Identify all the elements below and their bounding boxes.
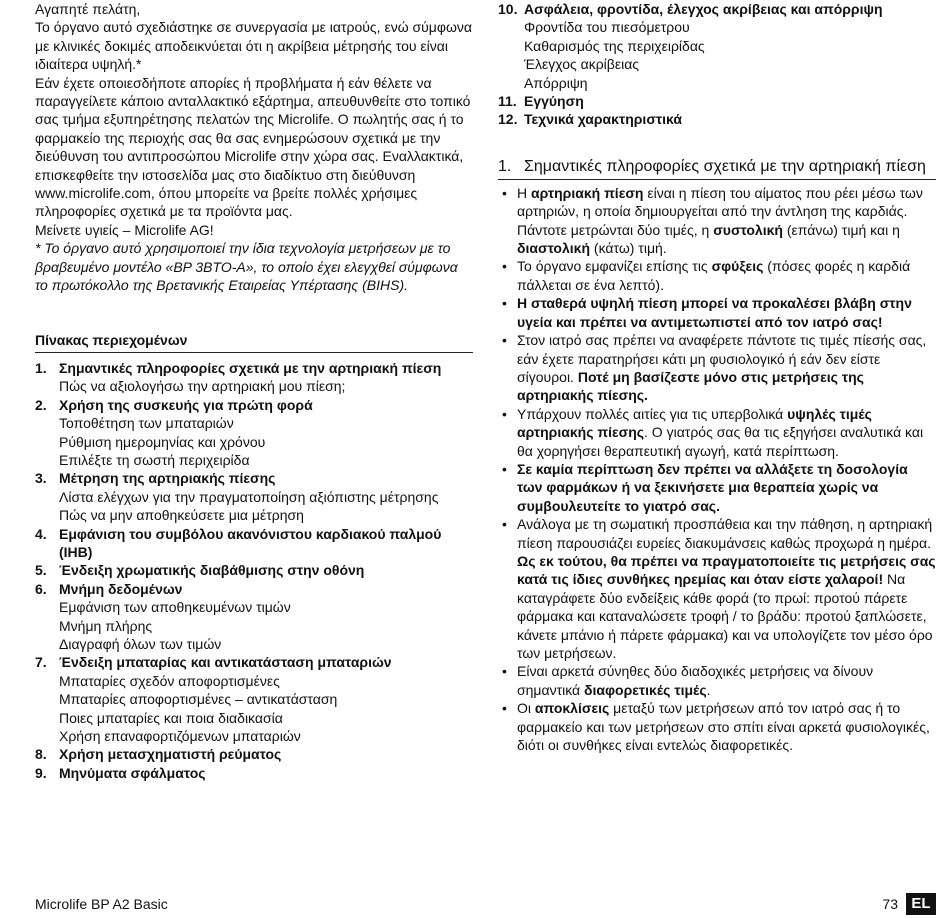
bullet-text: Υπάρχουν πολλές αιτίες για τις υπερβολικά	[517, 405, 788, 422]
toc-item-title: Μνήμη δεδομένων	[59, 580, 183, 597]
bullet-dot-icon: •	[502, 332, 507, 349]
toc-item	[498, 92, 936, 110]
toc-item-title: Ένδειξη μπαταρίας και αντικατάσταση μπαταριών	[59, 654, 392, 671]
toc-subitem: Μπαταρίες αποφορτισμένες – αντικατάσταση	[59, 691, 338, 708]
bullet-dot-icon: •	[502, 700, 507, 717]
toc-item-number: 5.	[35, 562, 47, 579]
bullet-bold-text: διαστολική	[517, 240, 591, 257]
bullet-bold-text: Ποτέ μη βασίζεστε μόνο στις μετρήσεις της αρτηριακής πίεσης.	[517, 368, 864, 404]
toc-item	[35, 396, 473, 470]
toc-item-number: 7.	[35, 654, 47, 671]
toc-item	[35, 359, 473, 396]
toc-item-number: 4.	[35, 525, 47, 542]
bullet-text: Η	[517, 184, 531, 201]
intro-paragraph-3: Μείνετε υγιείς – Microlife AG!	[35, 221, 214, 238]
bullet-bold-text: διαφορετικές τιμές	[584, 681, 707, 698]
left-column	[35, 0, 473, 782]
greeting: Αγαπητέ πελάτη,	[35, 1, 141, 17]
bullet-dot-icon: •	[502, 663, 507, 680]
intro-block	[35, 0, 473, 295]
toc-item-title: Τεχνικά χαρακτηριστικά	[524, 111, 682, 128]
right-column	[498, 0, 936, 754]
footnote: * Το όργανο αυτό χρησιμοποιεί την ίδια τεχνολογία μετρήσεων με το βραβευμένο μοντέλο «BP 3BTO-A», το οποίο έχει ελεγχθεί σύμφωνα το πρωτόκολλο της Βρετανικής Εταιρείας Υπέρτασης (BIHS).	[35, 240, 458, 294]
intro-paragraph-1: Το όργανο αυτό σχεδιάστηκε σε συνεργασία με ιατρούς, ενώ σύμφωνα με κλινικές δοκιμές αποδεικνύεται ότι η ακρίβεια μέτρησής του είναι ιδιαίτερα υψηλή.*	[35, 19, 472, 73]
bullet-bold-text: αρτηριακή πίεση	[531, 184, 644, 201]
bullet-item	[498, 257, 936, 294]
toc-item-number: 2.	[35, 396, 47, 413]
toc-item-title: Μέτρηση της αρτηριακής πίεσης	[59, 470, 276, 487]
bullet-text: Οι	[517, 700, 535, 717]
bullet-item	[498, 460, 936, 515]
bullet-item	[498, 331, 936, 405]
toc-item-title: Σημαντικές πληροφορίες σχετικά με την αρτηριακή πίεση	[59, 359, 442, 376]
toc-subitem: Επιλέξτε τη σωστή περιχειρίδα	[59, 451, 250, 468]
toc-item-title: Ένδειξη χρωματικής διαβάθμισης στην οθόνη	[59, 562, 365, 579]
bullet-bold-text: υψηλές τιμές αρτηριακής πίεσης	[517, 405, 872, 441]
page-number: 73	[882, 896, 898, 912]
toc-subitem: Καθαρισμός της περιχειρίδας	[524, 37, 705, 54]
bullet-bold-text: Η σταθερά υψηλή πίεση μπορεί να προκαλέσει βλάβη στην υγεία και πρέπει να αντιμετωπιστεί από τον ιατρό σας!	[517, 295, 912, 330]
toc-subitem: Λίστα ελέγχων για την πραγματοποίηση αξιόπιστης μέτρησης	[59, 488, 439, 505]
section-number: 1.	[498, 157, 512, 175]
bullet-item	[498, 662, 936, 699]
toc-subitem: Φροντίδα του πιεσόμετρου	[524, 19, 690, 36]
toc-item	[35, 653, 473, 745]
bullet-text: Στον ιατρό σας πρέπει να αναφέρετε πάντοτε τις τιμές πίεσής σας, εάν έχετε παρατηρήσει κάτι μη φυσιολογικό ή εάν δεν είστε σίγουροι.	[517, 332, 927, 385]
toc-item	[35, 525, 473, 562]
toc-item	[35, 580, 473, 654]
bullet-item	[498, 699, 936, 754]
toc-item-number: 10.	[498, 1, 518, 17]
bullet-text: Το όργανο εμφανίζει επίσης τις	[517, 258, 712, 275]
toc-subitem: Εμφάνιση των αποθηκευμένων τιμών	[59, 599, 291, 616]
toc-item-title: Εμφάνιση του συμβόλου ακανόνιστου καρδιακού παλμού (IHB)	[59, 525, 442, 560]
bullet-text: (κάτω) τιμή.	[590, 240, 667, 257]
toc-item-number: 9.	[35, 764, 47, 781]
bullet-text: Να καταγράφετε δύο ενδείξεις κάθε φορά (το πρωί: προτού πάρετε φάρμακα και καταναλώσετε τροφή / το βράδυ: προτού ξαπλώσετε, κάνετε μπάνιο ή πάρετε φάρμακα) και να υπολογίζετε τον μέσο όρο των μετρήσεων.	[517, 571, 933, 661]
section-title: Σημαντικές πληροφορίες σχετικά με την αρτηριακή πίεση	[524, 157, 926, 175]
toc-list-right	[498, 0, 936, 129]
bullet-bold-text: αποκλίσεις	[534, 700, 610, 717]
bullet-dot-icon: •	[502, 516, 507, 533]
toc-title: Πίνακας περιεχομένων	[35, 331, 473, 353]
bullet-text: (επάνω) τιμή και η	[782, 221, 900, 238]
bullet-text: Ανάλογα με τη σωματική προσπάθεια και την πάθηση, η αρτηριακή πίεση παρουσιάζει ευρείες διακυμάνσεις καθώς προχωρά η ημέρα.	[517, 516, 933, 551]
bullet-dot-icon: •	[502, 295, 507, 312]
bullet-list	[498, 184, 936, 755]
bullet-item	[498, 405, 936, 460]
bullet-dot-icon: •	[502, 405, 507, 422]
bullet-bold-text: σφύξεις	[711, 258, 764, 275]
toc-list-left	[35, 359, 473, 782]
toc-item-title: Χρήση της συσκευής για πρώτη φορά	[59, 396, 313, 413]
footer-brand: Microlife BP A2 Basic	[35, 896, 168, 912]
toc-subitem: Μνήμη πλήρης	[59, 617, 153, 634]
bullet-text: . Ο γιατρός σας θα τις εξηγήσει αναλυτικά και θα χορηγήσει θεραπευτική αγωγή, κατά περίπτωση.	[517, 424, 924, 459]
toc-subitem: Ρύθμιση ημερομηνίας και χρόνου	[59, 433, 266, 450]
toc-subitem: Πώς να αξιολογήσω την αρτηριακή μου πίεση;	[59, 378, 346, 395]
bullet-dot-icon: •	[502, 460, 507, 477]
bullet-item	[498, 294, 936, 331]
toc-item-title: Χρήση μετασχηματιστή ρεύματος	[59, 746, 282, 763]
toc-subitem: Έλεγχος ακρίβειας	[524, 56, 640, 73]
toc-subitem: Απόρριψη	[524, 74, 588, 91]
toc-item	[35, 469, 473, 524]
toc-subitem: Χρήση επαναφορτιζόμενων μπαταριών	[59, 728, 301, 745]
toc-item-number: 8.	[35, 746, 47, 763]
toc-item-number: 1.	[35, 359, 47, 376]
toc-subitem: Ποιες μπαταρίες και ποια διαδικασία	[59, 709, 283, 726]
section-heading	[498, 157, 936, 180]
toc-item	[498, 0, 936, 92]
bullet-text: (πόσες φορές η καρδιά πάλλεται σε ένα λεπτό).	[517, 258, 911, 293]
bullet-bold-text: Σε καμία περίπτωση δεν πρέπει να αλλάξετε τη δοσολογία των φαρμάκων ή να ξεκινήσετε μια θεραπεία χωρίς να συμβουλευτείτε το γιατρό σας.	[517, 460, 908, 514]
toc-item-number: 11.	[498, 93, 517, 110]
toc-item-title: Εγγύηση	[524, 93, 584, 110]
toc-subitem: Πώς να μην αποθηκεύσετε μια μέτρηση	[59, 507, 304, 524]
toc-subitem: Μπαταρίες σχεδόν αποφορτισμένες	[59, 672, 280, 689]
toc-item-title: Μηνύματα σφάλματος	[59, 764, 206, 781]
bullet-bold-text: συστολική	[713, 221, 783, 238]
toc-item-number: 3.	[35, 470, 47, 487]
bullet-text: .	[706, 681, 711, 698]
bullet-dot-icon: •	[502, 258, 507, 275]
toc-subitem: Τοποθέτηση των μπαταριών	[59, 415, 234, 432]
bullet-text: μεταξύ των μετρήσεων από τον ιατρό σας ή το φαρμακείο και των μετρήσεων στο σπίτι είναι αρκετά φυσιολογικές, διότι οι συνθήκες είναι εντελώς διαφορετικές.	[517, 700, 930, 754]
bullet-bold-text: Ως εκ τούτου, θα πρέπει να πραγματοποιείτε τις μετρήσεις σας κατά τις ίδιες συνθήκες ηρεμίας και όταν είστε χαλαροί!	[517, 552, 936, 588]
bullet-text: Είναι αρκετά σύνηθες δύο διαδοχικές μετρήσεις να δίνουν σημαντικά	[517, 663, 874, 698]
language-badge: EL	[906, 893, 936, 915]
toc-item	[498, 110, 936, 128]
bullet-item	[498, 184, 936, 258]
intro-paragraph-2: Εάν έχετε οποιεσδήποτε απορίες ή προβλήματα ή εάν θέλετε να παραγγείλετε κάποιο ανταλλακτικό εξάρτημα, απευθυνθείτε στο τοπικό σας τμήμα εξυπηρέτησης πελατών της Microlife. Ο πωλητής σας ή το φαρμακείο της περιοχής σας θα σας ενημερώσουν σχετικά με την διεύθυνση του αντιπροσώπου Microlife στην χώρα σας. Εναλλακτικά, επισκεφθείτε την ιστοσελίδα μας στο διαδίκτυο στη διεύθυνση www.microlife.com, όπου μπορείτε να βρείτε πολλές χρήσιμες πληροφορίες σχετικά με τα προϊόντα μας.	[35, 74, 471, 220]
toc-item	[35, 764, 473, 782]
bullet-dot-icon: •	[502, 184, 507, 201]
toc-item-number: 6.	[35, 580, 47, 597]
toc-item-number: 12.	[498, 111, 518, 128]
bullet-item	[498, 515, 936, 662]
toc-item	[35, 745, 473, 763]
bullet-text: είναι η πίεση του αίματος που ρέει μέσω των αρτηριών, η οποία δημιουργείται από την άντληση της καρδιάς. Πάντοτε μετρώνται δύο τιμές, η	[517, 184, 923, 238]
page-footer	[35, 893, 936, 915]
toc-item	[35, 561, 473, 579]
toc-item-title: Ασφάλεια, φροντίδα, έλεγχος ακρίβειας και απόρριψη	[524, 1, 883, 17]
toc-subitem: Διαγραφή όλων των τιμών	[59, 636, 222, 652]
